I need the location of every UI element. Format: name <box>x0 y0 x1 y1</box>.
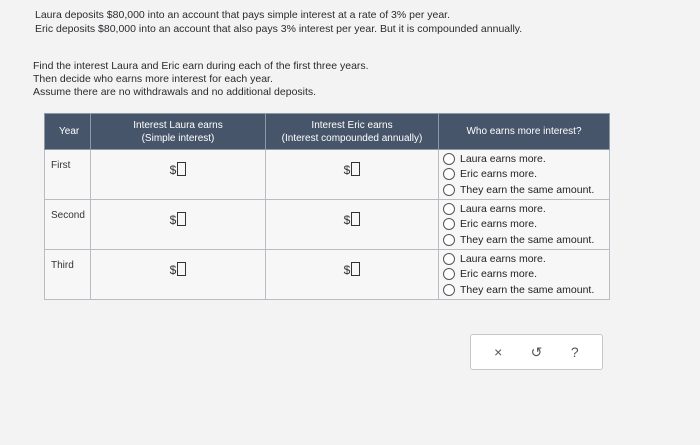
instruction-line-1: Find the interest Laura and Eric earn during each of the first three years. <box>33 60 369 72</box>
instruction-line-3: Assume there are no withdrawals and no additional deposits. <box>33 86 317 98</box>
radio-option-eric[interactable] <box>443 267 609 283</box>
answer-box[interactable] <box>351 162 360 176</box>
answer-box[interactable] <box>177 262 186 276</box>
radio-label: They earn the same amount. <box>460 233 595 246</box>
eric-interest-input[interactable] <box>344 212 361 227</box>
answer-toolbar <box>470 334 603 370</box>
radio-button[interactable] <box>443 218 455 230</box>
answer-box[interactable] <box>177 162 186 176</box>
table-header-row <box>45 114 610 150</box>
who-earns-more-cell <box>439 200 610 250</box>
radio-button[interactable] <box>443 253 455 265</box>
who-earns-more-cell <box>439 150 610 200</box>
laura-interest-cell <box>91 150 266 200</box>
table-row <box>45 200 610 250</box>
radio-label: Laura earns more. <box>460 202 546 215</box>
header-laura-title: Interest Laura earns <box>133 119 223 131</box>
laura-interest-input[interactable] <box>170 262 187 277</box>
radio-label: Eric earns more. <box>460 268 538 281</box>
header-year: Year <box>45 114 91 150</box>
radio-option-same[interactable] <box>443 282 609 298</box>
eric-interest-cell <box>266 200 439 250</box>
instructions <box>33 60 673 99</box>
radio-button[interactable] <box>443 268 455 280</box>
header-who: Who earns more interest? <box>439 114 610 150</box>
instruction-line-2: Then decide who earns more interest for each year. <box>33 73 273 85</box>
radio-label: They earn the same amount. <box>460 283 595 296</box>
laura-interest-cell <box>91 200 266 250</box>
undo-icon[interactable]: ↺ <box>530 343 543 360</box>
who-earns-more-cell <box>439 250 610 300</box>
problem-statement <box>35 8 675 36</box>
year-label: Second <box>51 210 85 221</box>
radio-label: Laura earns more. <box>460 152 546 165</box>
currency-symbol: $ <box>343 163 351 177</box>
radio-button[interactable] <box>443 184 455 196</box>
answer-box[interactable] <box>351 212 360 226</box>
currency-symbol: $ <box>169 263 177 277</box>
radio-option-laura[interactable] <box>443 201 609 217</box>
eric-interest-input[interactable] <box>344 262 361 277</box>
currency-symbol: $ <box>343 263 351 277</box>
currency-symbol: $ <box>169 213 177 227</box>
clear-icon[interactable]: × <box>494 344 503 360</box>
radio-option-laura[interactable] <box>443 251 609 267</box>
radio-label: Eric earns more. <box>460 168 538 181</box>
year-label: Third <box>51 260 74 271</box>
laura-interest-input[interactable] <box>170 162 187 177</box>
help-icon[interactable]: ? <box>570 344 579 360</box>
laura-interest-cell <box>91 250 266 300</box>
header-eric-subtitle: (Interest compounded annually) <box>281 132 423 144</box>
interest-table <box>44 113 610 300</box>
table-row <box>45 150 610 200</box>
header-eric <box>266 114 439 150</box>
year-label: First <box>51 160 71 171</box>
radio-label: They earn the same amount. <box>460 183 595 196</box>
header-laura-subtitle: (Simple interest) <box>141 132 215 144</box>
eric-interest-cell <box>266 150 439 200</box>
radio-option-same[interactable] <box>443 182 609 198</box>
currency-symbol: $ <box>169 163 177 177</box>
table-row <box>45 250 610 300</box>
year-cell <box>45 150 91 200</box>
statement-eric: Eric deposits $80,000 into an account that also pays 3% interest per year. But it is compounded annually. <box>35 23 523 35</box>
radio-option-eric[interactable] <box>443 217 609 233</box>
laura-interest-input[interactable] <box>170 212 187 227</box>
radio-button[interactable] <box>443 153 455 165</box>
radio-option-same[interactable] <box>443 232 609 248</box>
answer-box[interactable] <box>177 212 186 226</box>
radio-button[interactable] <box>443 284 455 296</box>
header-laura <box>91 114 266 150</box>
header-eric-title: Interest Eric earns <box>311 119 393 131</box>
radio-button[interactable] <box>443 168 455 180</box>
radio-label: Eric earns more. <box>460 218 538 231</box>
year-cell <box>45 200 91 250</box>
radio-label: Laura earns more. <box>460 252 546 265</box>
eric-interest-input[interactable] <box>344 162 361 177</box>
radio-option-laura[interactable] <box>443 151 609 167</box>
currency-symbol: $ <box>343 213 351 227</box>
statement-laura: Laura deposits $80,000 into an account that pays simple interest at a rate of 3% per year. <box>35 9 451 21</box>
radio-button[interactable] <box>443 234 455 246</box>
eric-interest-cell <box>266 250 439 300</box>
radio-button[interactable] <box>443 203 455 215</box>
radio-option-eric[interactable] <box>443 167 609 183</box>
answer-box[interactable] <box>351 262 360 276</box>
year-cell <box>45 250 91 300</box>
